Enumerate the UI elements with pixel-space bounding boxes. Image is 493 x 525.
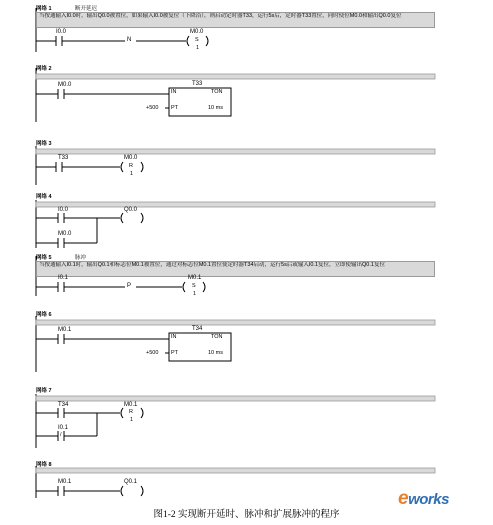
- timer-base: 10 ms: [208, 105, 223, 111]
- coil-count: 1: [130, 171, 134, 177]
- contact-t33: T33: [58, 155, 69, 161]
- coil-type-s: S: [195, 37, 199, 43]
- timer-name-t34: T34: [192, 326, 203, 332]
- timer-type: TON: [211, 89, 223, 95]
- network-8-bar: [36, 468, 435, 473]
- timer-type: TON: [211, 334, 223, 340]
- timer-in: IN: [171, 334, 177, 340]
- coil-m0-1: M0.1: [188, 275, 202, 281]
- rung-2: [36, 88, 231, 116]
- coil-q0-1: Q0.1: [124, 479, 138, 485]
- contact-m0-1: M0.1: [58, 327, 72, 333]
- contact-i0-0: I0.0: [58, 207, 69, 213]
- timer-name-t33: T33: [192, 81, 203, 87]
- figure-caption: 图1-2 实现断开延时、脉冲和扩展脉冲的程序: [153, 510, 340, 520]
- coil-type-r: R: [129, 409, 133, 415]
- rung-5: [36, 282, 205, 292]
- coil-m0-1-reset: M0.1: [124, 402, 138, 408]
- coil-m0-0-reset: M0.0: [124, 155, 138, 161]
- contact-i0-0: I0.0: [56, 29, 67, 35]
- rung-8: [36, 486, 143, 496]
- contact-i0-1: I0.1: [58, 275, 69, 281]
- timer-in: IN: [171, 89, 177, 95]
- coil-count: 1: [130, 417, 134, 423]
- network-4-title: 网络 4: [36, 194, 52, 200]
- contact-i0-1-nc: I0.1: [58, 425, 69, 431]
- network-5-label: 脉冲: [75, 255, 87, 261]
- rung-7: [36, 408, 143, 441]
- coil-count: 1: [193, 291, 197, 297]
- edge-p: P: [127, 283, 132, 289]
- network-6-bar: [36, 320, 435, 325]
- network-2-bar: [36, 74, 435, 79]
- network-4-bar: [36, 202, 435, 207]
- network-5-comment: 当按通输入I0.1时，输出Q0.1和标志位M0.1被置位，通过对标志位M0.1置位使定时器T34启动，运行5s后或输入I0.1复位，立即使输出Q0.1复位: [36, 261, 435, 277]
- coil-q0-0: Q0.0: [124, 207, 138, 213]
- timer-pt-value: +500: [146, 105, 159, 111]
- network-1-label: 断开延迟: [75, 6, 98, 12]
- nc-marker: /: [60, 432, 62, 438]
- network-1-title: 网络 1: [36, 6, 52, 12]
- timer-pt-value: +500: [146, 350, 159, 356]
- coil-m0-0: M0.0: [190, 29, 204, 35]
- rung-4: [36, 213, 143, 248]
- edge-n: N: [127, 37, 132, 43]
- rung-6: [36, 333, 231, 361]
- eworks-logo: eworks: [398, 488, 449, 509]
- network-3-title: 网络 3: [36, 141, 52, 147]
- network-1-comment: 当按通输入I0.0时，输出Q0.0被置位，如果输入I0.0被复位（下降沿），则启动定时器T33，运行5s后，定时器T33置位，同时使位M0.0和输出Q0.0复位: [36, 12, 435, 28]
- network-6-title: 网络 6: [36, 312, 52, 318]
- timer-pt: PT: [171, 105, 179, 111]
- timer-base: 10 ms: [208, 350, 223, 356]
- contact-t34: T34: [58, 402, 69, 408]
- network-8-title: 网络 8: [36, 462, 52, 468]
- contact-m0-1: M0.1: [58, 479, 72, 485]
- network-7-title: 网络 7: [36, 388, 52, 394]
- coil-type-s: S: [192, 283, 196, 289]
- rung-3: [36, 162, 143, 172]
- coil-type-r: R: [129, 163, 133, 169]
- contact-m0-0: M0.0: [58, 82, 72, 88]
- rung-1: [36, 36, 208, 46]
- coil-count: 1: [196, 45, 200, 51]
- network-5-title: 网络 5: [36, 255, 52, 261]
- contact-m0-0: M0.0: [58, 231, 72, 237]
- network-7-bar: [36, 396, 435, 401]
- network-3-bar: [36, 149, 435, 154]
- timer-pt: PT: [171, 350, 179, 356]
- network-2-title: 网络 2: [36, 66, 52, 72]
